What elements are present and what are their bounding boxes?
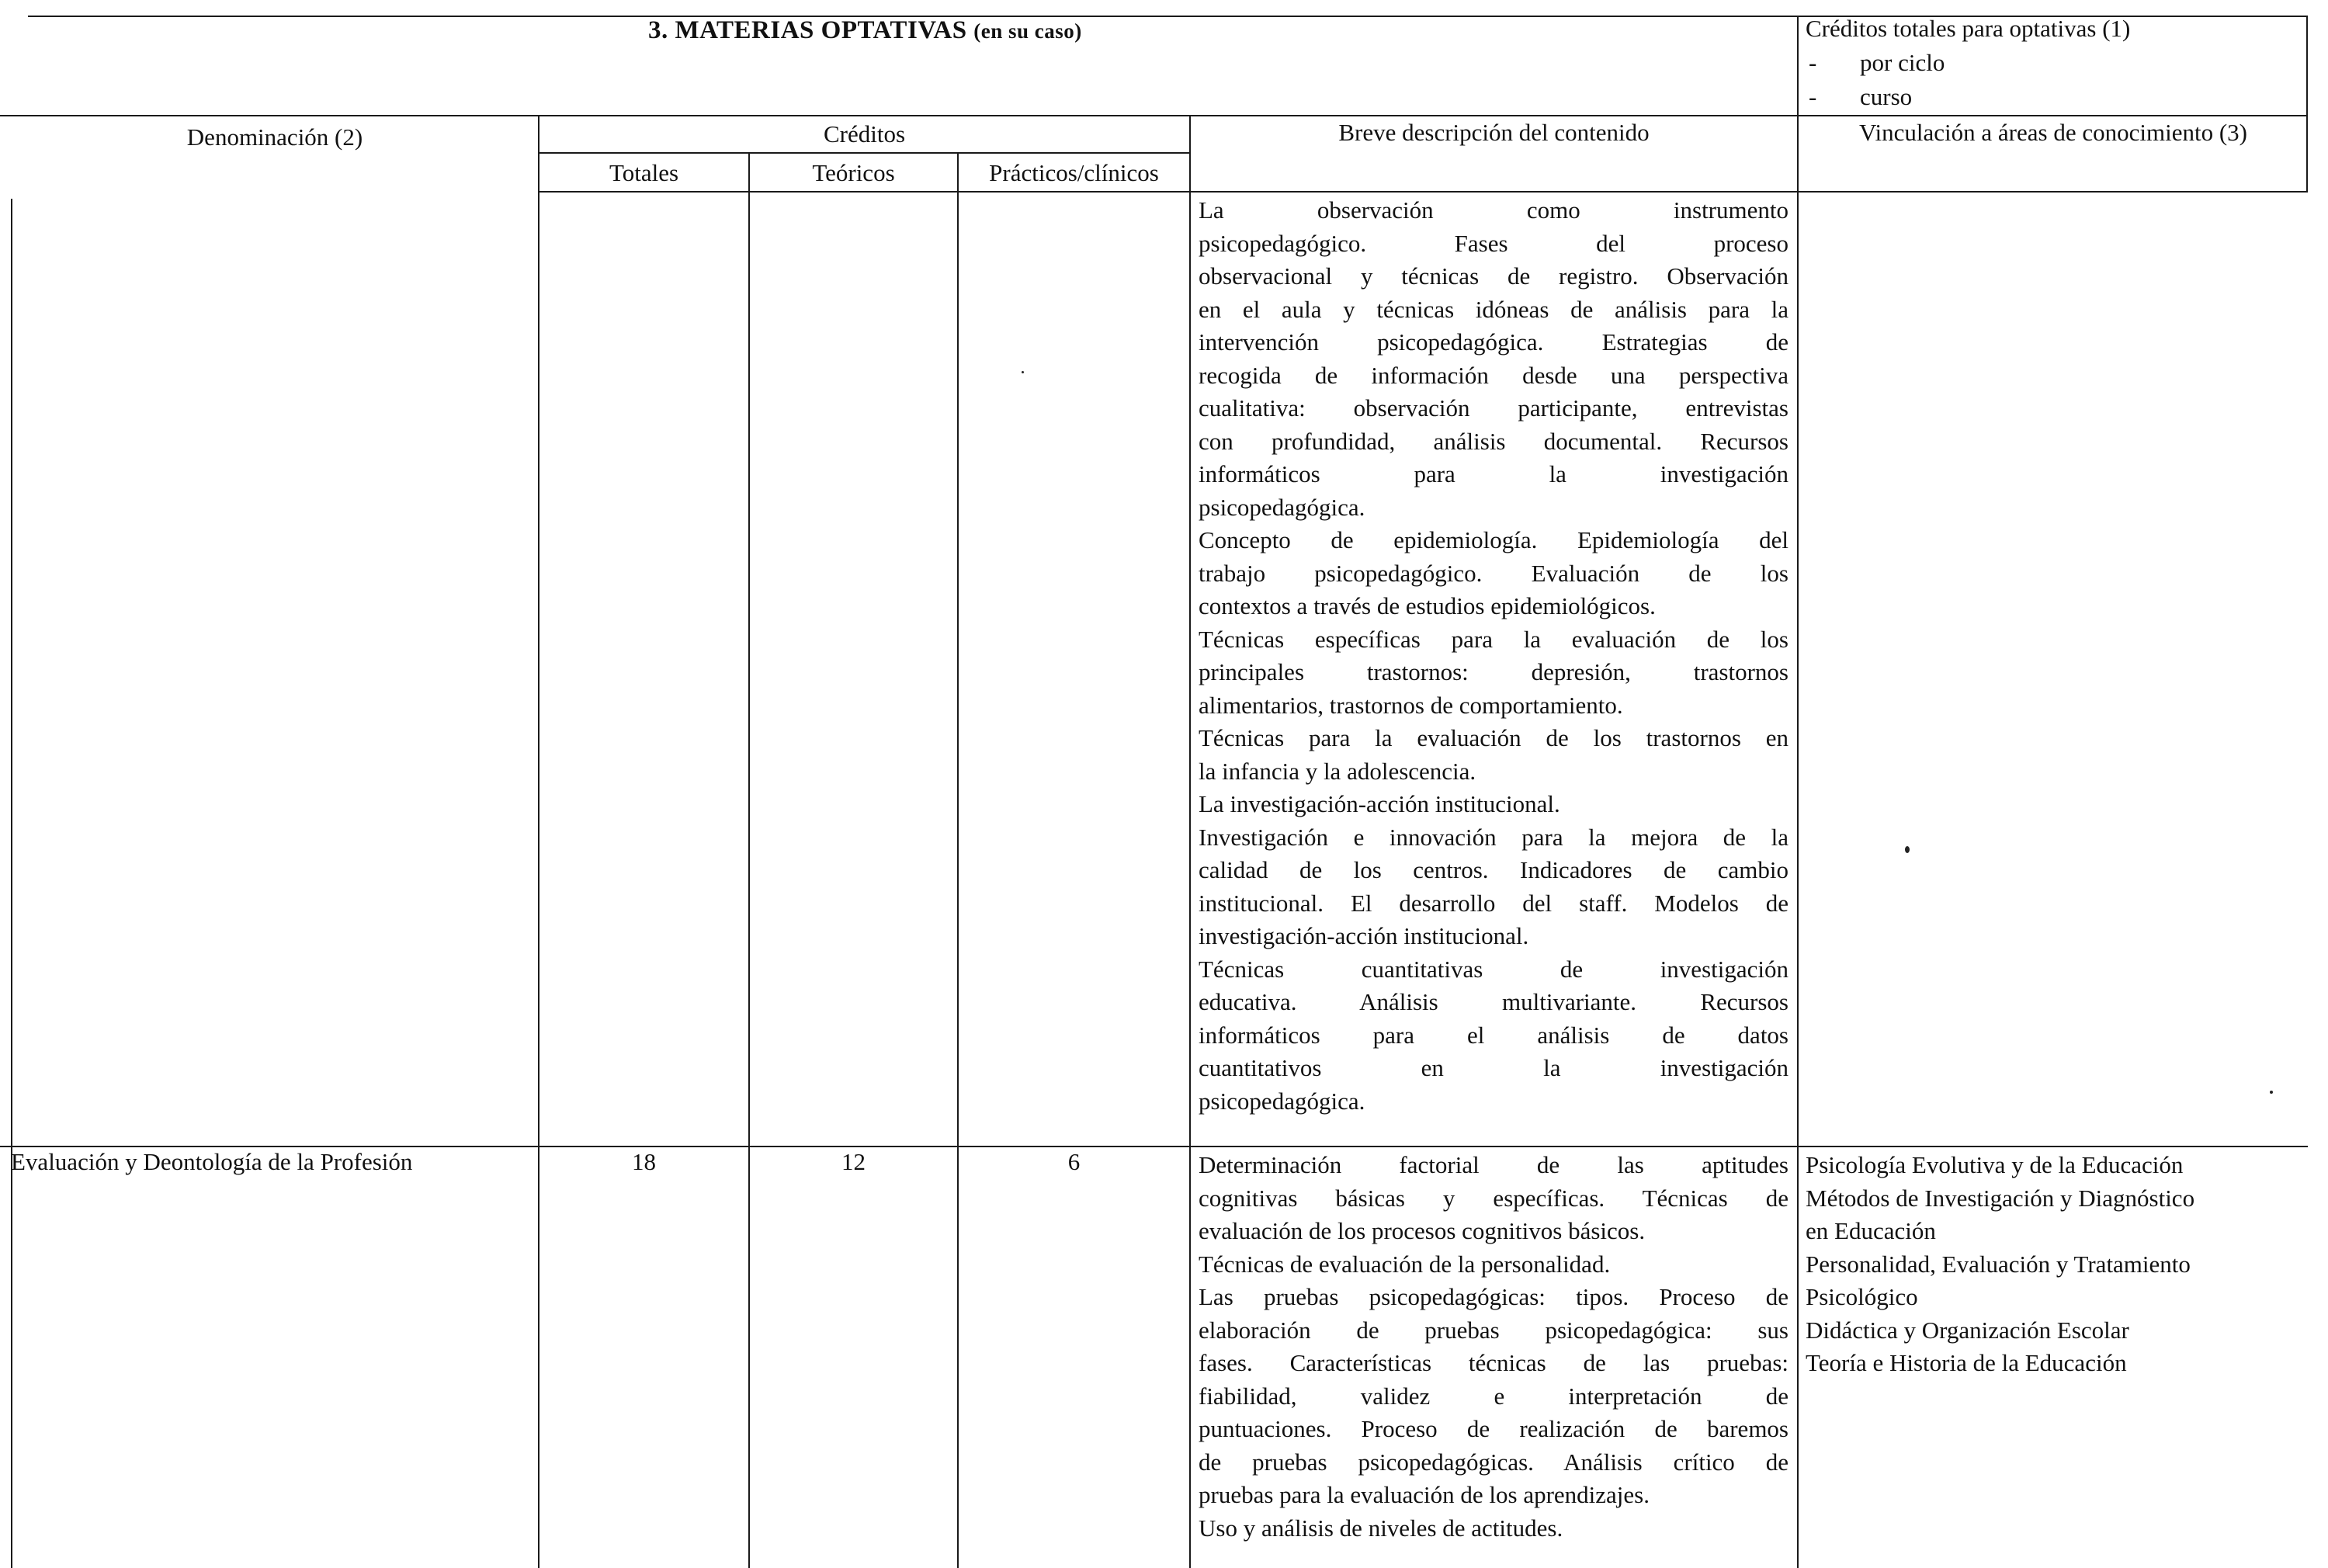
description-line: psicopedagógico. Fases del proceso: [1199, 229, 1789, 257]
description-line: recogida de información desde una perspectiva: [1199, 361, 1789, 389]
description-line: contextos a través de estudios epidemiológicos.: [1199, 592, 1656, 619]
description-line: psicopedagógica.: [1199, 493, 1365, 521]
knowledge-area-line: en Educación: [1806, 1217, 1936, 1244]
description-line: Técnicas para la evaluación de los trastornos en: [1199, 724, 1789, 751]
description-areas-divider: [1797, 193, 1799, 1568]
column-header-description: Breve descripción del contenido: [1338, 119, 1650, 146]
description-line: puntuaciones. Proceso de realización de baremos: [1199, 1415, 1789, 1442]
row-2-credits-totals: 18: [632, 1148, 656, 1175]
description-line: institucional. El desarrollo del staff. Modelos de: [1199, 889, 1789, 917]
row-2-credits-theoretical: 12: [841, 1148, 866, 1175]
row-1-description: [1199, 194, 1789, 1118]
column-header-bottom-border: [539, 191, 2308, 193]
column-header-practical: Prácticos/clínicos: [989, 159, 1159, 186]
credits-description-divider: [1189, 115, 1191, 1568]
description-line: Concepto de epidemiología. Epidemiología del: [1199, 526, 1789, 553]
description-line: cognitivas básicas y específicas. Técnicas de: [1199, 1184, 1789, 1212]
description-line: Técnicas específicas para la evaluación de los: [1199, 625, 1789, 653]
description-line: alimentarios, trastornos de comportamiento.: [1199, 691, 1623, 719]
row-2-knowledge-areas: [1806, 1149, 2194, 1380]
row-2-subject-name: Evaluación y Deontología de la Profesión: [11, 1148, 413, 1175]
name-column-left-border: [11, 199, 12, 1568]
description-line: La observación como instrumento: [1199, 196, 1789, 224]
per-cycle-label: por ciclo: [1860, 49, 1945, 76]
per-course-label: curso: [1860, 83, 1913, 110]
description-line: informáticos para el análisis de datos: [1199, 1021, 1789, 1049]
description-line: informáticos para la investigación: [1199, 460, 1789, 487]
description-line: La investigación-acción institucional.: [1199, 790, 1560, 817]
description-line: Las pruebas psicopedagógicas: tipos. Proceso de: [1199, 1283, 1789, 1310]
theoretical-practical-divider: [957, 152, 959, 1568]
column-header-totals: Totales: [609, 159, 679, 186]
knowledge-area-line: Teoría e Historia de la Educación: [1806, 1349, 2127, 1376]
row-2-description: [1199, 1149, 1789, 1545]
description-line: Investigación e innovación para la mejora de la: [1199, 823, 1789, 851]
knowledge-area-line: Didáctica y Organización Escolar: [1806, 1316, 2129, 1344]
description-line: observacional y técnicas de registro. Observación: [1199, 262, 1789, 290]
knowledge-area-line: Psicológico: [1806, 1283, 1918, 1310]
column-header-areas: Vinculación a áreas de conocimiento (3): [1859, 119, 2247, 146]
scan-speck: [1905, 846, 1910, 853]
description-line: elaboración de pruebas psicopedagógica: sus: [1199, 1316, 1789, 1344]
row-2-credits-practical: 6: [1067, 1148, 1081, 1175]
column-header-credits: Créditos: [823, 120, 906, 147]
description-line: principales trastornos: depresión, trastornos: [1199, 658, 1789, 685]
description-line: pruebas para la evaluación de los aprendizajes.: [1199, 1481, 1650, 1508]
column-header-theoretical: Teóricos: [812, 159, 895, 186]
description-line: trabajo psicopedagógico. Evaluación de los: [1199, 559, 1789, 587]
totals-theoretical-divider: [748, 152, 750, 1568]
per-cycle-bullet: -: [1809, 49, 1817, 76]
description-line: calidad de los centros. Indicadores de cambio: [1199, 856, 1789, 883]
total-credits-label: Créditos totales para optativas (1): [1806, 15, 2131, 42]
description-line: Uso y análisis de niveles de actitudes.: [1199, 1514, 1563, 1542]
knowledge-area-line: Psicología Evolutiva y de la Educación: [1806, 1151, 2184, 1178]
description-line: Técnicas de evaluación de la personalidad.: [1199, 1250, 1611, 1278]
credits-subheader-divider: [539, 152, 1189, 154]
section-title-note: (en su caso): [973, 19, 1082, 43]
column-header-name: Denominación (2): [186, 123, 363, 151]
description-line: intervención psicopedagógica. Estrategias de: [1199, 328, 1789, 356]
description-line: con profundidad, análisis documental. Recursos: [1199, 427, 1789, 455]
section-title: 3. MATERIAS OPTATIVAS (en su caso): [648, 16, 1082, 44]
description-line: cualitativa: observación participante, entrevistas: [1199, 394, 1789, 421]
scan-speck: [1022, 371, 1024, 373]
description-line: Técnicas cuantitativas de investigación: [1199, 955, 1789, 983]
header-right-border: [2306, 16, 2308, 115]
per-course-bullet: -: [1809, 83, 1817, 110]
description-line: en el aula y técnicas idóneas de análisis para la: [1199, 295, 1789, 323]
name-credits-divider: [538, 115, 539, 1568]
description-line: fases. Características técnicas de las pruebas:: [1199, 1349, 1789, 1376]
credits-totals-divider-header: [1797, 16, 1799, 193]
description-line: investigación-acción institucional.: [1199, 922, 1529, 949]
description-line: Determinación factorial de las aptitudes: [1199, 1151, 1789, 1178]
description-line: de pruebas psicopedagógicas. Análisis crítico de: [1199, 1448, 1789, 1476]
knowledge-area-line: Personalidad, Evaluación y Tratamiento: [1806, 1250, 2191, 1278]
description-line: fiabilidad, validez e interpretación de: [1199, 1382, 1789, 1410]
description-line: psicopedagógica.: [1199, 1087, 1365, 1115]
knowledge-area-line: Métodos de Investigación y Diagnóstico: [1806, 1184, 2195, 1212]
description-line: educativa. Análisis multivariante. Recursos: [1199, 988, 1789, 1015]
description-line: evaluación de los procesos cognitivos básicos.: [1199, 1217, 1646, 1244]
description-line: cuantitativos en la investigación: [1199, 1054, 1789, 1081]
description-line: la infancia y la adolescencia.: [1199, 757, 1476, 785]
scan-speck: [2270, 1091, 2273, 1094]
